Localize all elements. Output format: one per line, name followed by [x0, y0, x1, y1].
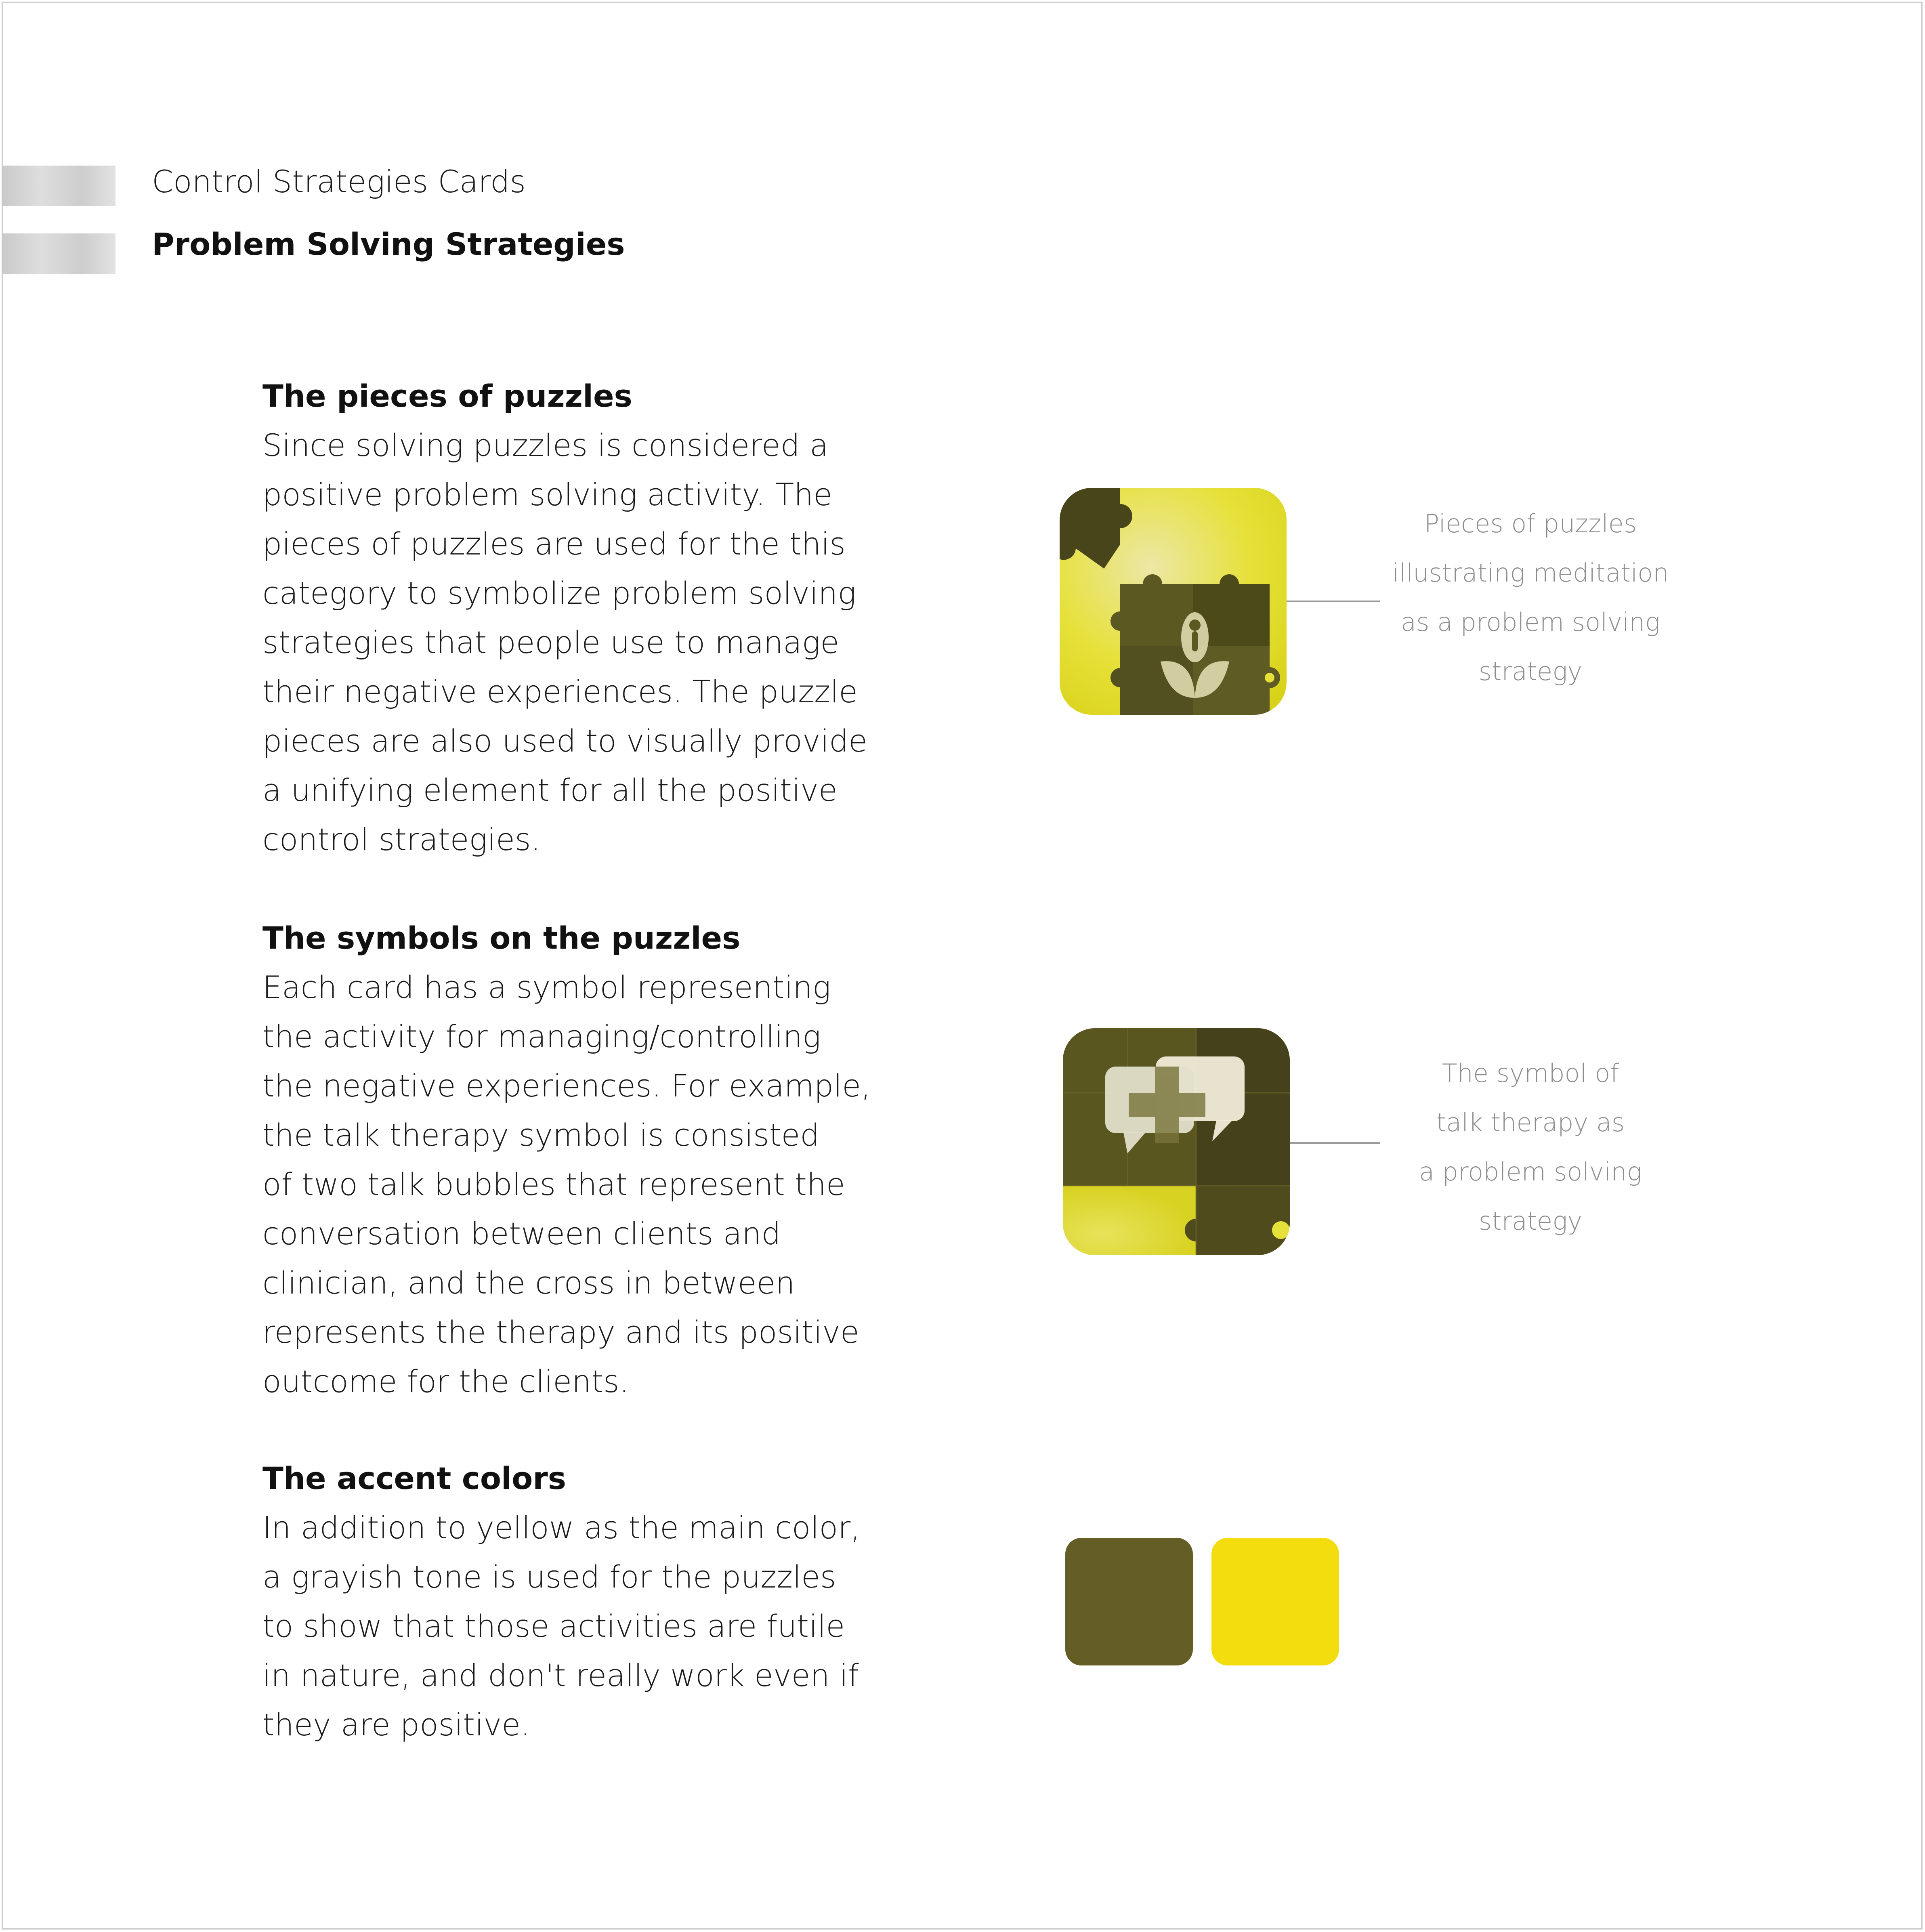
section-body: Since solving puzzles is considered a positive problem solving activity. The pieces of puzzles are used for the this category to symbolize problem solving strategies that people use to manage their negative experiences. The puzzle pieces are also used to visually provide a unifying element for all the positive control strategies. — [262, 427, 867, 857]
section-accent-colors — [262, 1454, 876, 1749]
section-puzzle-pieces — [262, 372, 876, 864]
yellow-color-swatch — [1211, 1538, 1339, 1665]
leader-line — [1287, 601, 1380, 602]
section-body: In addition to yellow as the main color, a grayish tone is used for the puzzles to show that those activities are futile in nature, and don't really work even if they are positive. — [262, 1510, 861, 1743]
card-caption: Pieces of puzzles illustrating meditation as a problem solving strategy — [1392, 509, 1669, 686]
leader-line — [1290, 1142, 1380, 1144]
section-symbols — [262, 914, 876, 1406]
page-title: Problem Solving Strategies — [152, 226, 625, 262]
section-heading: The symbols on the puzzles — [262, 920, 741, 956]
talk-therapy-puzzle-icon — [1063, 1028, 1290, 1255]
page-kicker: Control Strategies Cards — [152, 164, 526, 200]
meditation-puzzle-icon — [1060, 488, 1287, 715]
header-bar-bottom — [2, 233, 115, 274]
card-caption: The symbol of talk therapy as a problem solving strategy — [1419, 1058, 1642, 1236]
section-body: Each card has a symbol representing the activity for managing/controlling the negative experiences. For example, the talk therapy symbol is consisted of two talk bubbles that represent the conversation between clients and clinician, and the cross in between represents the therapy and its positive outcome for the clients. — [262, 969, 871, 1399]
section-heading: The pieces of puzzles — [262, 378, 632, 414]
olive-color-swatch — [1065, 1538, 1193, 1665]
header-bar-top — [2, 166, 115, 206]
section-heading: The accent colors — [262, 1460, 567, 1496]
